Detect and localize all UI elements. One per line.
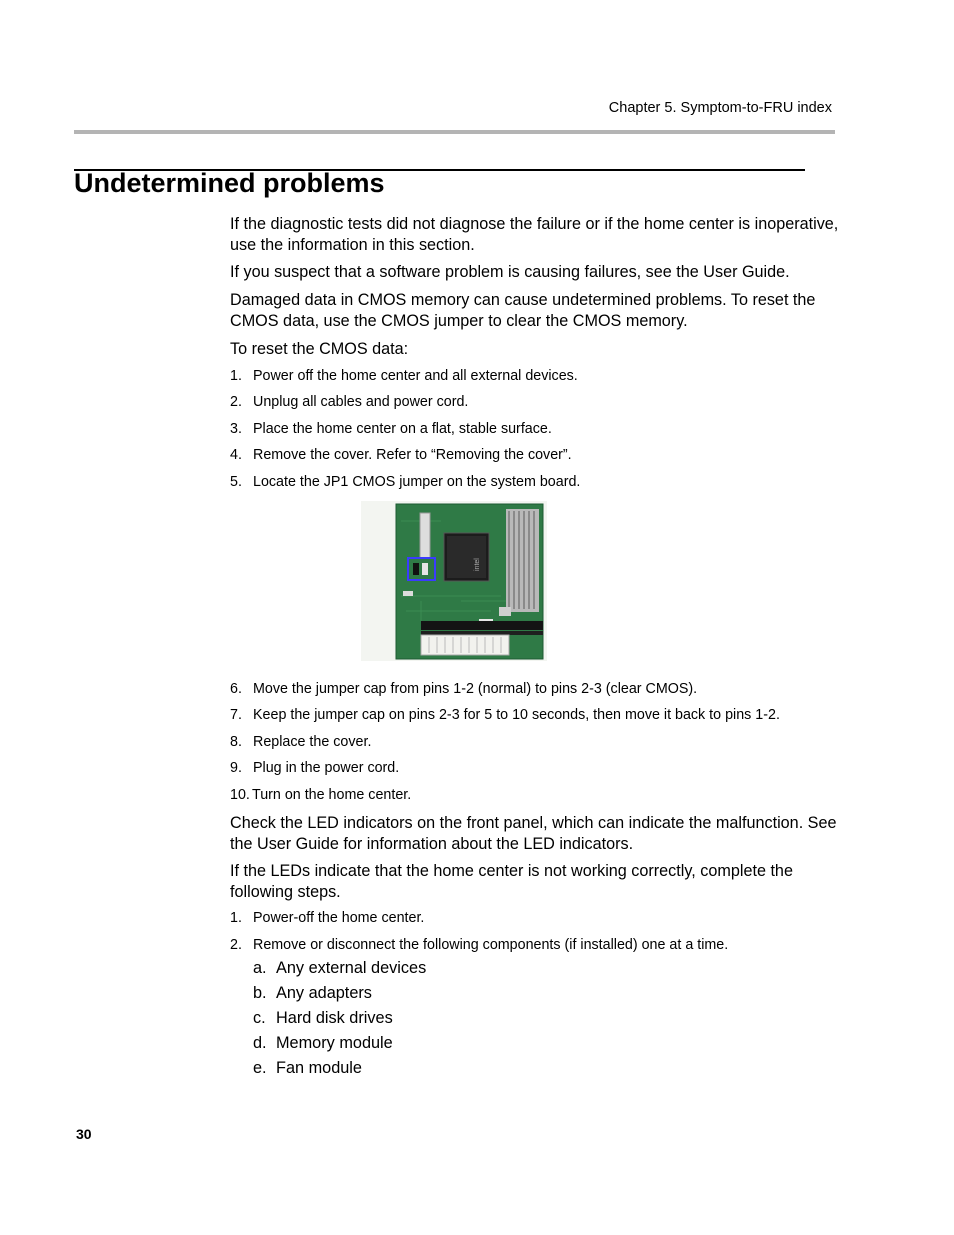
section-title: Undetermined problems xyxy=(74,168,385,198)
list-item: 2. Unplug all cables and power cord. xyxy=(230,394,469,410)
body-paragraph: Check the LED indicators on the front panel, which can indicate the malfunction. See the User Guide for information about the LED indicators. xyxy=(230,814,837,853)
system-board-photo xyxy=(361,501,547,661)
sub-list-item: e. Fan module xyxy=(253,1059,362,1077)
sub-list-item: d. Memory module xyxy=(253,1034,393,1052)
list-item: 8. Replace the cover. xyxy=(230,734,372,750)
list-item: 1. Power off the home center and all external devices. xyxy=(230,368,578,384)
intro-paragraph: If you suspect that a software problem is causing failures, see the User Guide. xyxy=(230,263,790,281)
header-rule xyxy=(74,130,835,134)
list-item: 3. Place the home center on a flat, stable surface. xyxy=(230,421,552,437)
intro-paragraph: If the diagnostic tests did not diagnose the failure or if the home center is inoperative, use the information in this section. xyxy=(230,215,839,254)
list-item: 7. Keep the jumper cap on pins 2-3 for 5 to 10 seconds, then move it back to pins 1-2. xyxy=(230,707,780,723)
running-head: Chapter 5. Symptom-to-FRU index xyxy=(608,100,832,116)
list-item: 10. Turn on the home center. xyxy=(230,787,412,803)
list-item: 4. Remove the cover. Refer to “Removing the cover”. xyxy=(230,447,572,463)
list-item: 1. Power-off the home center. xyxy=(230,910,425,926)
list-item: 9. Plug in the power cord. xyxy=(230,760,400,776)
list-item: 5. Locate the JP1 CMOS jumper on the system board. xyxy=(230,474,581,490)
svg-text:intel: intel xyxy=(474,558,481,571)
intro-paragraph: Damaged data in CMOS memory can cause undetermined problems. To reset the CMOS data, use the CMOS jumper to clear the CMOS memory. xyxy=(230,291,816,330)
list-item: 6. Move the jumper cap from pins 1-2 (normal) to pins 2-3 (clear CMOS). xyxy=(230,681,698,697)
body-paragraph: If the LEDs indicate that the home center is not working correctly, complete the following steps. xyxy=(230,862,793,901)
sub-list-item: a. Any external devices xyxy=(253,959,427,977)
list-item: 2. Remove or disconnect the following components (if installed) one at a time. xyxy=(230,937,729,953)
sub-list-item: b. Any adapters xyxy=(253,984,372,1002)
intro-paragraph: To reset the CMOS data: xyxy=(230,340,409,358)
sub-list-item: c. Hard disk drives xyxy=(253,1009,393,1027)
page-number: 30 xyxy=(76,1126,92,1142)
